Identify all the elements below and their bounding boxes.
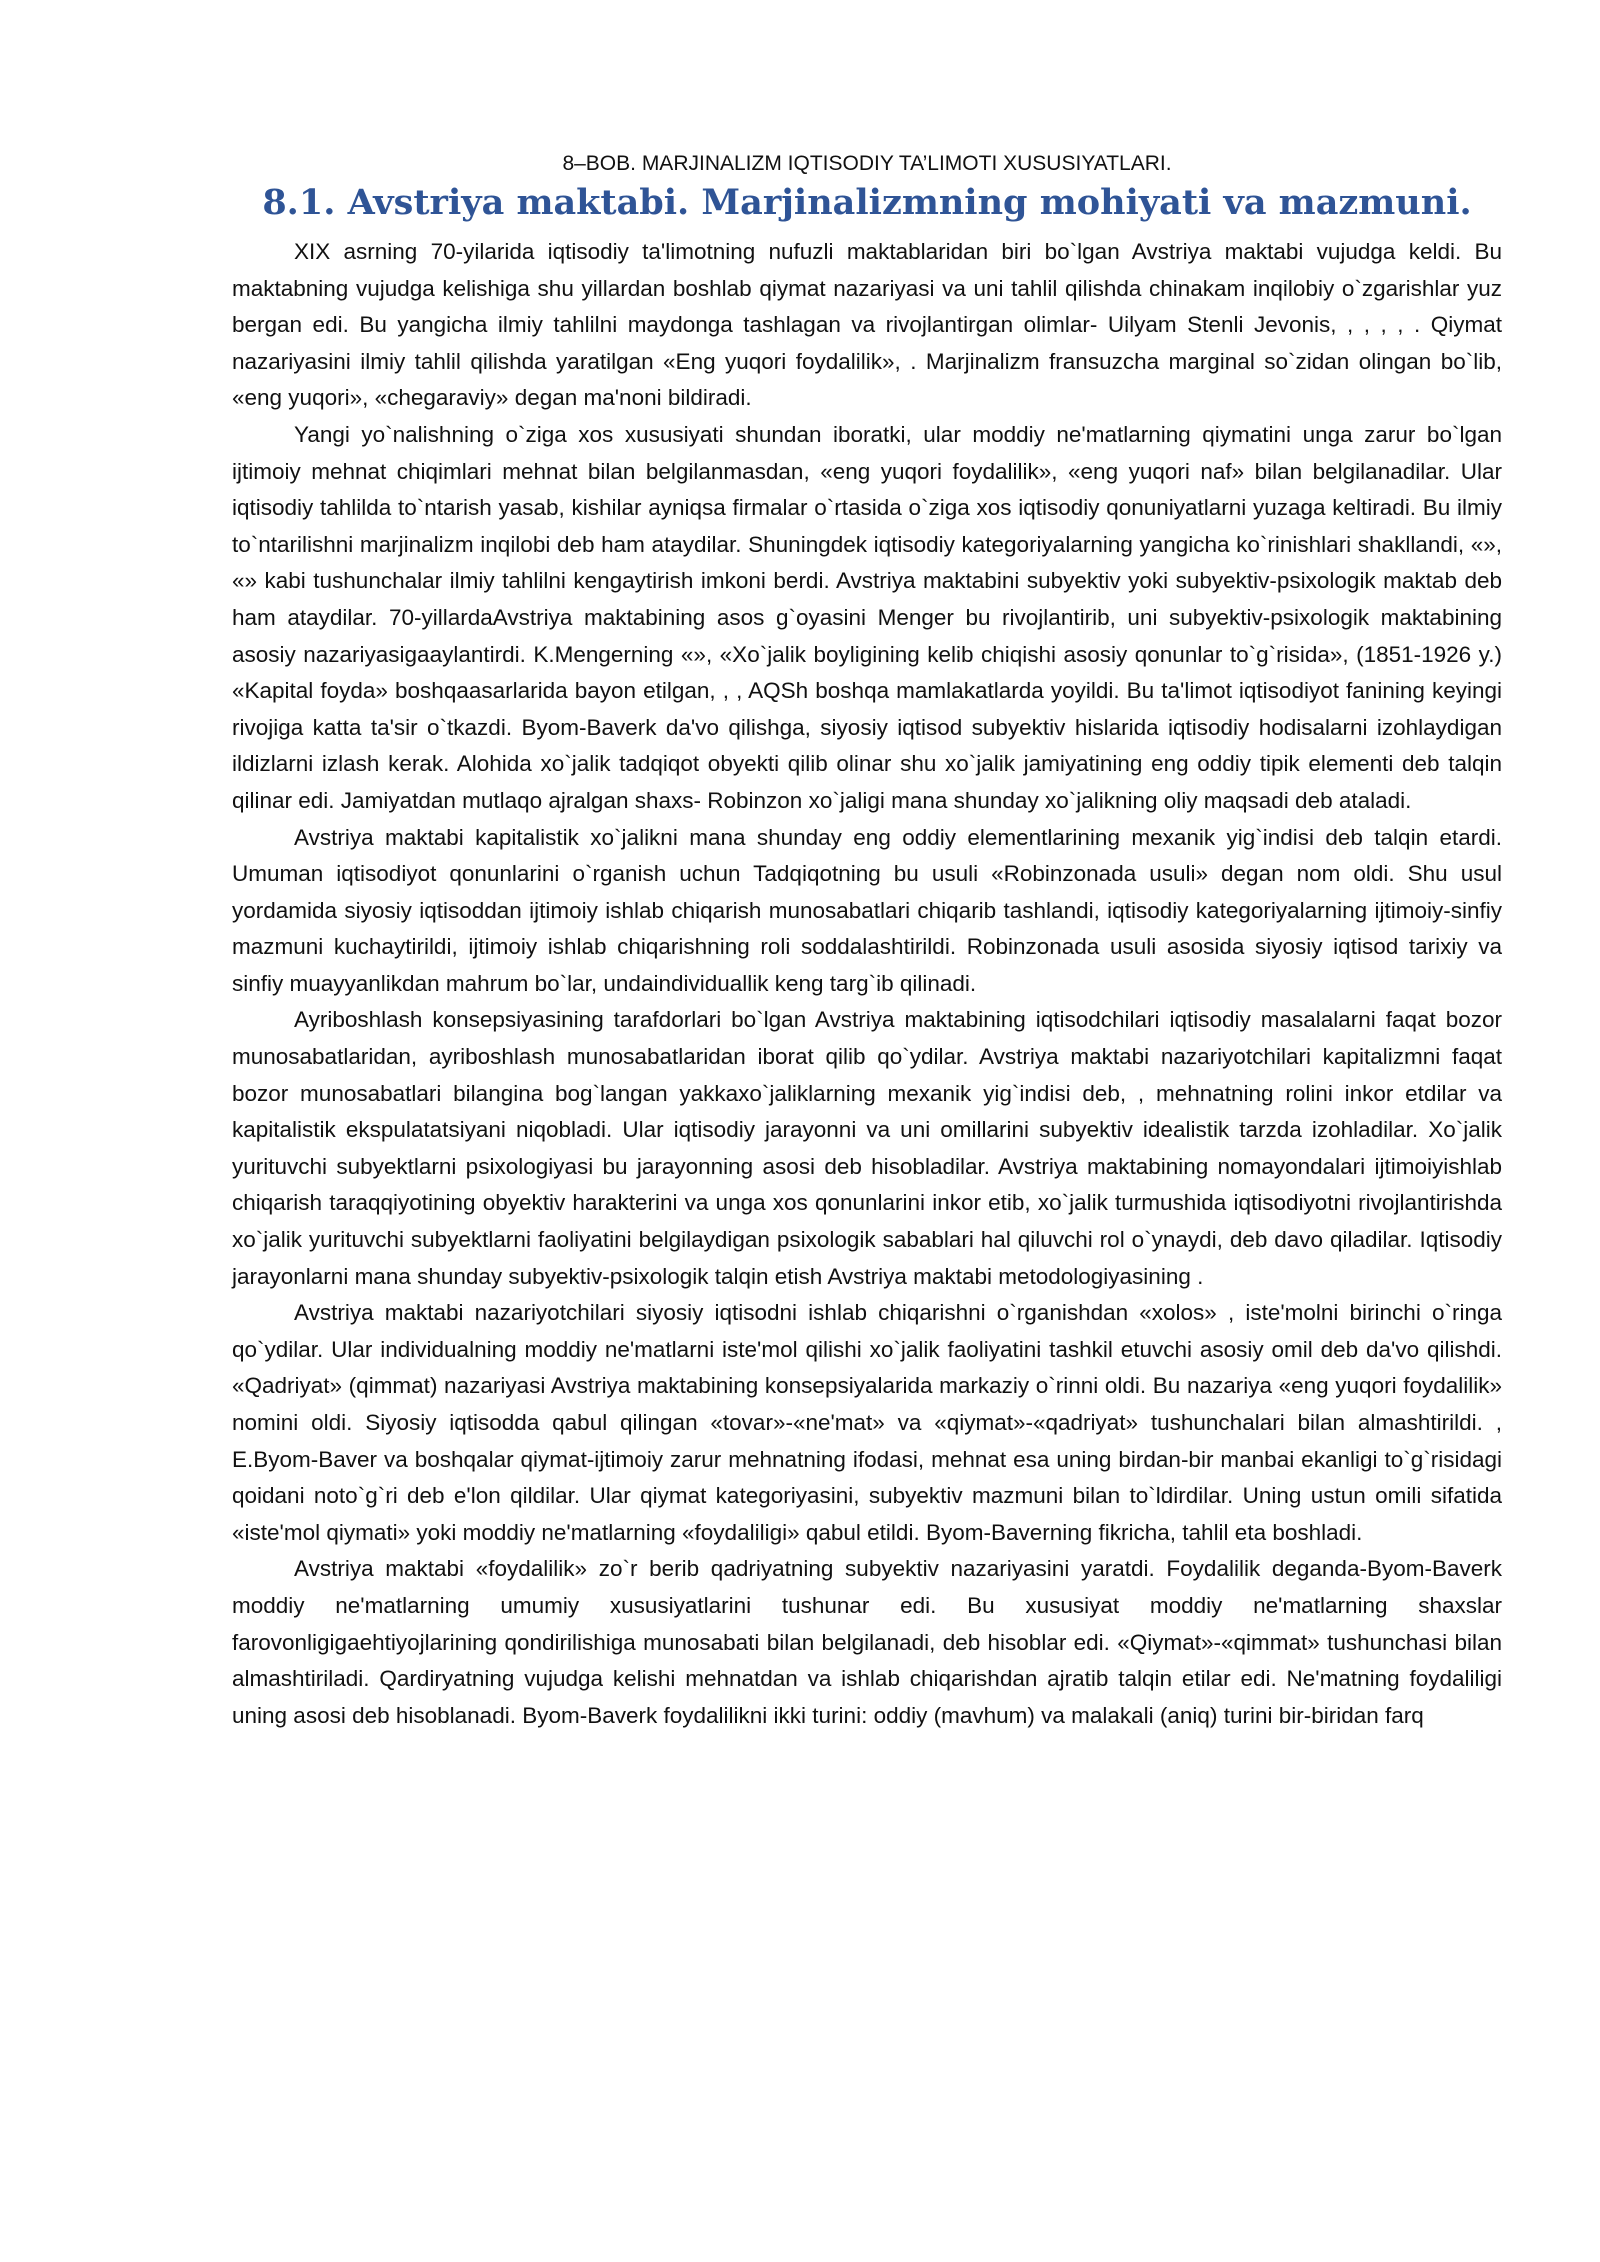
paragraph: Ayriboshlash konsepsiyasining tarafdorlari bo`lgan Avstriya maktabining iqtisodchilari iqtisodiy masalalarni faqat bozor munosabatlaridan, ayriboshlash munosabatlaridan iborat qilib qo`ydilar. Avstriya maktabi nazariyotchilari kapitalizmni faqat bozor munosabatlari bilangina bog`langan yakkaxo`jaliklarning mexanik yig`indisi deb, , mehnatning rolini inkor etdilar va kapitalistik ekspulatatsiyani niqobladi. Ular iqtisodiy jarayonni va uni omillarini subyektiv idealistik tarzda izohladilar. Xo`jalik yurituvchi subyektlarni psixologiyasi bu jarayonning asosi deb hisobladilar. Avstriya maktabining nomayondalari ijtimoiyishlab chiqarish taraqqiyotining obyektiv harakterini va unga xos qonunlarini inkor etib, xo`jalik turmushida iqtisodiyotni rivojlantirishda xo`jalik yurituvchi subyektlarni faoliyatini belgilaydigan psixologik sabablari hal qiluvchi rol o`ynaydi, deb davo qiladilar. Iqtisodiy jarayonlarni mana shunday subyektiv-psixologik talqin etish Avstriya maktabi metodologiyasining . xyxy=(232,1007,1502,1289)
paragraph: Yangi yo`nalishning o`ziga xos xususiyati shundan iboratki, ular moddiy ne'matlarning qiymatini unga zarur bo`lgan ijtimoiy mehnat chiqimlari mehnat bilan belgilanmasdan, «eng yuqori foydalilik», «eng yuqori naf» bilan belgilanadilar. Ular iqtisodiy tahlilda to`ntarish yasab, kishilar ayniqsa firmalar o`rtasida o`ziga xos iqtisodiy qonuniyatlarni yuzaga keltiradi. Bu ilmiy to`ntarilishni marjinalizm inqilobi deb ham ataydilar. Shuningdek iqtisodiy kategoriyalarning yangicha ko`rinishlari shakllandi, «», «» kabi tushunchalar ilmiy tahlilni kengaytirish imkoni berdi. Avstriya maktabini subyektiv yoki subyektiv-psixologik maktab deb ham ataydilar. 70-yillardaAvstriya maktabining asos g`oyasini Menger bu rivojlantirib, uni subyektiv-psixologik maktabining asosiy nazariyasigaaylantirdi. K.Mengerning «», «Xo`jalik boyligining kelib chiqishi asosiy qonunlar to`g`risida», (1851-1926 y.) «Kapital foyda» boshqaasarlarida bayon etilgan, , , AQSh boshqa mamlakatlarda yoyildi. Bu ta'limot iqtisodiyot fanining keyingi rivojiga katta ta'sir o`tkazdi. Byom-Baverk da'vo qilishga, siyosiy iqtisod subyektiv hislarida iqtisodiy hodisalarni izohlaydigan ildizlarni izlash kerak. Alohida xo`jalik tadqiqot obyekti qilib olinar shu xo`jalik jamiyatining eng oddiy tipik elementi deb talqin qilinar edi. Jamiyatdan mutlaqo ajralgan shaxs- Robinzon xo`jaligi mana shunday xo`jalikning oliy maqsadi deb ataladi. xyxy=(232,421,1502,813)
paragraph: Avstriya maktabi nazariyotchilari siyosiy iqtisodni ishlab chiqarishni o`rganishdan «xolos» , iste'molni birinchi o`ringa qo`ydilar. Ular individualning moddiy ne'matlarni iste'mol qilishi xo`jalik faoliyatini tashkil etuvchi asosiy omil deb da'vo qilishdi. «Qadriyat» (qimmat) nazariyasi Avstriya maktabining konsepsiyalarida markaziy o`rinni oldi. Bu nazariya «eng yuqori foydalilik» nomini oldi. Siyosiy iqtisodda qabul qilingan «tovar»-«ne'mat» va «qiymat»-«qadriyat» tushunchalari bilan almashtirildi. , E.Byom-Baver va boshqalar qiymat-ijtimoiy zarur mehnatning ifodasi, mehnat esa uning birdan-bir manbai ekanligi to`g`risidagi qoidani noto`g`ri deb e'lon qildilar. Ular qiymat kategoriyasini, subyektiv mazmuni bilan to`ldirdilar. Uning ustun omili sifatida «iste'mol qiymati» yoki moddiy ne'matlarning «foydaliligi» qabul etildi. Byom-Baverning fikricha, tahlil eta boshladi. xyxy=(232,1300,1502,1545)
paragraph: XIX asrning 70-yilarida iqtisodiy ta'limotning nufuzli maktablaridan biri bo`lgan Avstriya maktabi vujudga keldi. Bu maktabning vujudga kelishiga shu yillardan boshlab qiymat nazariyasi va uni tahlil qilishda chinakam inqilobiy o`zgarishlar yuz bergan edi. Bu yangicha ilmiy tahlilni maydonga tashlagan va rivojlantirgan olimlar- Uilyam Stenli Jevonis, , , , , . Qiymat nazariyasini ilmiy tahlil qilishda yaratilgan «Eng yuqori foydalilik», . Marjinalizm fransuzcha marginal so`zidan olingan bo`lib, «eng yuqori», «chegaraviy» degan ma'noni bildiradi. xyxy=(232,239,1502,411)
document-page xyxy=(232,150,1502,1734)
chapter-heading: 8–BOB. MARJINALIZM IQTISODIY TA’LIMOTI XUSUSIYATLARI. xyxy=(562,152,1172,175)
body-text xyxy=(232,234,1502,1734)
paragraph: Avstriya maktabi «foydalilik» zo`r berib qadriyatning subyektiv nazariyasini yaratdi. Foydalilik deganda-Byom-Baverk moddiy ne'matlarning umumiy xususiyatlarini tushunar edi. Bu xususiyat moddiy ne'matlarning shaxslar farovonligigaehtiyojlarining qondirilishiga munosabati bilan belgilanadi, deb hisoblar edi. «Qiymat»-«qimmat» tushunchasi bilan almashtiriladi. Qardiryatning vujudga kelishi mehnatdan va ishlab chiqarishdan ajratib talqin etilar edi. Ne'matning foydaliligi uning asosi deb hisoblanadi. Byom-Baverk foydalilikni ikki turini: oddiy (mavhum) va malakali (aniq) turini bir-biridan farq xyxy=(232,1556,1502,1728)
paragraph: Avstriya maktabi kapitalistik xo`jalikni mana shunday eng oddiy elementlarining mexanik yig`indisi deb talqin etardi. Umuman iqtisodiyot qonunlarini o`rganish uchun Tadqiqotning bu usuli «Robinzonada usuli» degan nom oldi. Shu usul yordamida siyosiy iqtisoddan ijtimoiy ishlab chiqarish munosabatlari chiqarib tashlandi, iqtisodiy kategoriyalarning ijtimoiy-sinfiy mazmuni kuchaytirildi, ijtimoiy ishlab chiqarishning roli soddalashtirildi. Robinzonada usuli asosida siyosiy iqtisod tarixiy va sinfiy muayyanlikdan mahrum bo`lar, undaindividuallik keng targ`ib qilinadi. xyxy=(232,824,1502,996)
section-title: 8.1. Avstriya maktabi. Marjinalizmning mohiyati va mazmuni. xyxy=(262,182,1472,223)
